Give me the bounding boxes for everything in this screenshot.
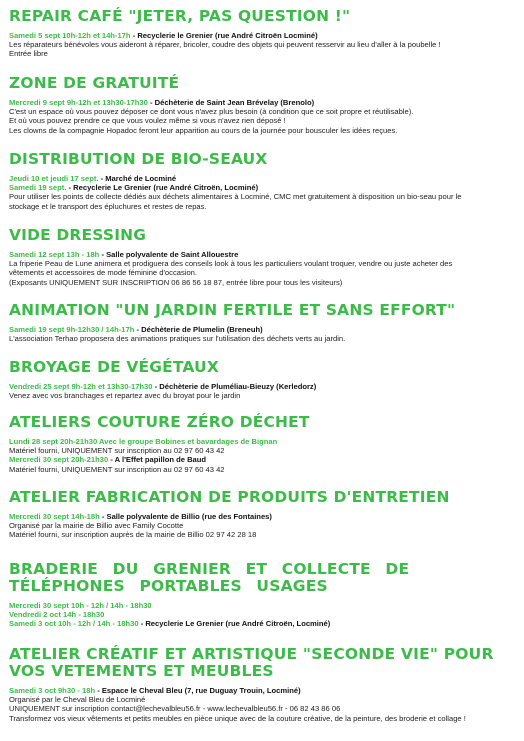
desc-line: Organisé par la mairie de Billio avec Family Cocotte xyxy=(9,521,184,531)
desc-line: stockage et le transport des épluchures et restes de repas. xyxy=(9,201,207,211)
event-line: Vendredi 2 oct 14h - 18h30 xyxy=(9,610,105,620)
section-seconde-vie xyxy=(9,646,519,723)
section-bio-seaux xyxy=(9,151,519,211)
event-line: Samedi 19 sept 9h-12h30 / 14h-17h - Déchèterie de Plumelin (Breneuh) xyxy=(9,325,263,334)
section-title: ATELIERS COUTURE ZÉRO DÉCHET xyxy=(9,413,310,431)
event-line: Samedi 5 sept 10h-12h et 14h-17h - Recyclerie le Grenier (rue André Citroën Locminé) xyxy=(9,31,318,40)
event-line: Samedi 3 oct 9h30 - 18h - Espace le Cheval Bleu (7, rue Duguay Trouin, Locminé) xyxy=(9,686,301,695)
desc-line: vêtements et accessoires de mode féminine d'occasion. xyxy=(9,268,198,278)
event-line: Mercredi 30 sept 14h-18h - Salle polyvalente de Billio (rue des Fontaines) xyxy=(9,512,272,521)
section-title: ATELIER FABRICATION DE PRODUITS D'ENTRETIEN xyxy=(9,488,450,506)
section-vide-dressing xyxy=(9,227,519,287)
desc-line: Les réparateurs bénévoles vous aideront à réparer, bricoler, coudre des objets qui peuvent resservir au lieu d'aller à la poubelle ! xyxy=(9,40,441,50)
event-line: Mercredi 30 sept 10h - 12h / 14h - 18h30 xyxy=(9,601,152,610)
section-title: REPAIR CAFÉ "JETER, PAS QUESTION !" xyxy=(9,7,351,25)
desc-line: Matériel fourni, UNIQUEMENT sur inscription au 02 97 60 43 42 xyxy=(9,464,225,474)
section-title: BROYAGE DE VÉGÉTAUX xyxy=(9,358,219,376)
section-zone-gratuite xyxy=(9,75,519,135)
desc-line: Matériel fourni, sur inscription auprès de la mairie de Billio 02 97 42 28 18 xyxy=(9,530,257,540)
event-line: Mercredi 9 sept 9h-12h et 13h30-17h30 - Déchèterie de Saint Jean Brévelay (Brenolo) xyxy=(9,98,315,107)
section-title: ZONE DE GRATUITÉ xyxy=(9,74,180,92)
section-title: DISTRIBUTION DE BIO-SEAUX xyxy=(9,150,268,168)
section-produits-entretien xyxy=(9,489,519,540)
desc-line: Transformez vos vieux vêtements et petits meubles en pièce unique avec de la couture créative, de la peinture, des broderie et collage ! xyxy=(9,713,466,723)
section-title: ATELIER CRÉATIF ET ARTISTIQUE "SECONDE VIE" POUR VOS VETEMENTS ET MEUBLES xyxy=(9,645,494,680)
desc-line: Entrée libre xyxy=(9,49,48,59)
desc-line: (Exposants UNIQUEMENT SUR INSCRIPTION 06 86 56 18 87, entrée libre pour tous les visiteurs) xyxy=(9,277,343,287)
event-line: Mercredi 30 sept 20h-21h30 - A l'Effet papillon de Baud xyxy=(9,455,207,465)
section-jardin-fertile xyxy=(9,302,519,343)
event-line: Samedi 12 sept 13h - 18h - Salle polyvalente de Saint Allouestre xyxy=(9,250,239,259)
desc-line: C'est un espace où vous pouvez déposer ce dont vous n'avez plus besoin (à condition que ce soit propre et réutilisable). xyxy=(9,107,414,117)
section-repair-cafe xyxy=(9,8,519,59)
desc-line: Matériel fourni, UNIQUEMENT sur inscription au 02 97 60 43 42 xyxy=(9,446,225,456)
desc-line: La friperie Peau de Lune animera et prodiguera des conseils look à tous les particuliers voulant troquer, vendre ou juste acheter des xyxy=(9,259,453,269)
section-title: BRADERIE DU GRENIER ET COLLECTE DE TÉLÉPHONES PORTABLES USAGES xyxy=(9,560,410,595)
section-braderie xyxy=(9,561,519,629)
event-line: Samedi 19 sept. - Recyclerie Le Grenier (rue André Citroën, Locminé) xyxy=(9,183,259,193)
event-line: Vendredi 25 sept 9h-12h et 13h30-17h30 - Déchèterie de Pluméliau-Bieuzy (Kerledorz) xyxy=(9,382,317,391)
event-line: Lundi 28 sept 20h-21h30 Avec le groupe Bobines et bavardages de Bignan xyxy=(9,437,278,446)
section-title: VIDE DRESSING xyxy=(9,226,147,244)
desc-line: L'association Terhao proposera des animations pratiques sur l'utilisation des déchets verts au jardin. xyxy=(9,334,346,344)
desc-line: UNIQUEMENT sur inscription contact@lechevalbleu56.fr - www.lechevalbleu56.fr - 06 82 43 86 06 xyxy=(9,704,341,714)
event-line: Jeudi 10 et jeudi 17 sept. - Marché de Locminé xyxy=(9,174,177,183)
section-title: ANIMATION "UN JARDIN FERTILE ET SANS EFFORT" xyxy=(9,301,456,319)
desc-line: Organisé par le Cheval Bleu de Locminé xyxy=(9,695,146,705)
event-line: Samedi 3 oct 10h - 12h / 14h - 18h30 - Recyclerie Le Grenier (rue André Citroën, Locminé) xyxy=(9,619,331,629)
desc-line: Pour utiliser les points de collecte dédiés aux déchets alimentaires à Locminé, CMC met gratuitement à disposition un bio-seau pour le xyxy=(9,192,462,202)
section-broyage xyxy=(9,359,519,400)
desc-line: Venez avec vos branchages et repartez avec du broyat pour le jardin xyxy=(9,391,241,401)
desc-line: Et où vous pouvez prendre ce que vous voulez même si vous n'avez rien déposé ! xyxy=(9,116,286,126)
desc-line: Les clowns de la compagnie Hopadoc feront leur apparition au cours de la journée pour bousculer les idées reçues. xyxy=(9,125,398,135)
section-couture xyxy=(9,414,519,474)
